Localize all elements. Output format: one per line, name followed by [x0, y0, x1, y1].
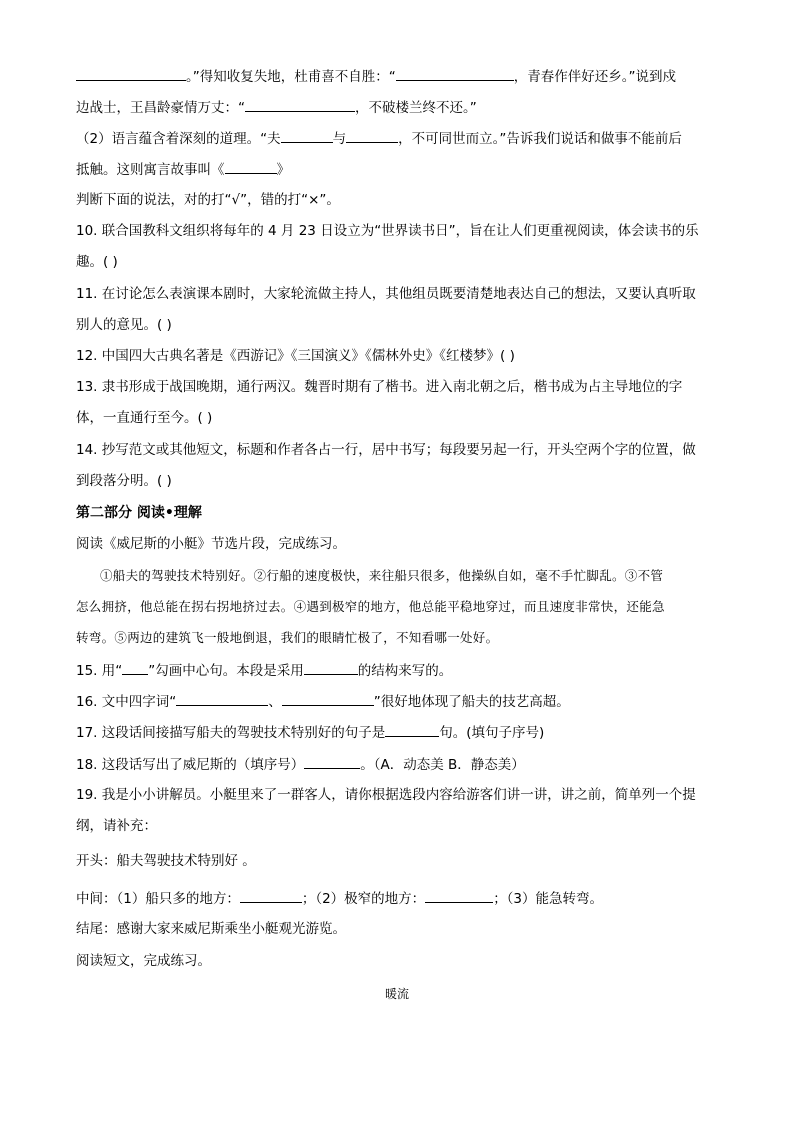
question-10-line-1: 10. 联合国教科文组织将每年的 4 月 23 日设立为“世界读书日”，旨在让人们更重视阅读，体会读书的乐 [76, 223, 699, 239]
question-14-line-1: 14. 抄写范文或其他短文，标题和作者各占一行，居中书写；每段要另起一行，开头空两个字的位置，做 [76, 442, 696, 458]
blank[interactable] [304, 660, 358, 675]
question-13-line-1: 13. 隶书形成于战国晚期，通行两汉。魏晋时期有了楷书。进入南北朝之后，楷书成为占主导地位的字 [76, 379, 683, 395]
reading-intro: 阅读《威尼斯的小艇》节选片段，完成练习。 [76, 536, 346, 552]
question-15: 15. 用“ ”勾画中心句。本段是采用 的结构来写的。 [76, 660, 726, 681]
outline-opening: 开头：船夫驾驶技术特别好 。 [76, 853, 256, 869]
question-16: 16. 文中四字词“ 、 ”很好地体现了船夫的技艺高超。 [76, 691, 726, 712]
question-10-line-2: 趣。( ) [76, 254, 118, 270]
blank[interactable] [385, 722, 439, 737]
blank[interactable] [396, 66, 514, 81]
blank[interactable] [282, 691, 374, 706]
passage-line-2: 怎么拥挤，他总能在拐右拐地挤过去。④遇到极窄的地方，他总能平稳地穿过，而且速度非常快，还能急 [76, 599, 665, 614]
fill-line-1: 。”得知收复失地，杜甫喜不自胜：“ ，青春作伴好还乡。”说到戍 [76, 66, 726, 87]
blank[interactable] [122, 660, 148, 675]
passage-title: 暖流 [384, 987, 409, 1001]
passage-line-1: ①船夫的驾驶技术特别好。②行船的速度极快，来往船只很多，他操纵自如，毫不手忙脚乱。③不管 [100, 568, 664, 583]
question-18: 18. 这段话写出了威尼斯的（填序号） 。（A．动态美 B．静态美） [76, 754, 726, 775]
blank[interactable] [225, 159, 277, 174]
question-17: 17. 这段话间接描写船夫的驾驶技术特别好的句子是 句。(填句子序号) [76, 722, 726, 743]
blank[interactable] [346, 128, 398, 143]
blank[interactable] [245, 97, 355, 112]
outline-ending: 结尾：感谢大家来威尼斯乘坐小艇观光游览。 [76, 921, 346, 937]
blank[interactable] [176, 691, 268, 706]
blank[interactable] [76, 66, 186, 81]
passage-line-3: 转弯。⑤两边的建筑飞一般地倒退，我们的眼睛忙极了，不知看哪一处好。 [76, 630, 499, 645]
blank[interactable] [281, 128, 333, 143]
fill-line-2: 边战士，王昌龄豪情万丈：“ ，不破楼兰终不还。” [76, 97, 726, 118]
blank[interactable] [425, 888, 493, 903]
reading-2-intro: 阅读短文，完成练习。 [76, 953, 211, 969]
fill-q2-line-1: （2）语言蕴含着深刻的道理。“夫 与 ，不可同世而立。”告诉我们说话和做事不能前后 [76, 128, 726, 149]
blank[interactable] [304, 754, 360, 769]
outline-middle: 中间：（1）船只多的地方： ；（2）极窄的地方： ；（3）能急转弯。 [76, 888, 726, 909]
question-11-line-1: 11. 在讨论怎么表演课本剧时，大家轮流做主持人，其他组员既要清楚地表达自己的想法，又要认真听取 [76, 286, 696, 302]
question-14-line-2: 到段落分明。( ) [76, 473, 172, 489]
question-11-line-2: 别人的意见。( ) [76, 317, 172, 333]
fill-q2-line-2: 抵触。这则寓言故事叫《 》 [76, 159, 726, 180]
question-13-line-2: 体，一直通行至今。( ) [76, 410, 213, 426]
section-heading: 第二部分 阅读•理解 [76, 505, 202, 521]
question-12: 12. 中国四大古典名著是《西游记》《三国演义》《儒林外史》《红楼梦》( ) [76, 348, 515, 364]
judge-instructions: 判断下面的说法，对的打“√”，错的打“×”。 [76, 192, 340, 208]
blank[interactable] [240, 888, 302, 903]
question-19-line-1: 19. 我是小小讲解员。小艇里来了一群客人，请你根据选段内容给游客们讲一讲，讲之前，简单列一个提 [76, 787, 696, 803]
question-19-line-2: 纲，请补充： [76, 818, 157, 834]
